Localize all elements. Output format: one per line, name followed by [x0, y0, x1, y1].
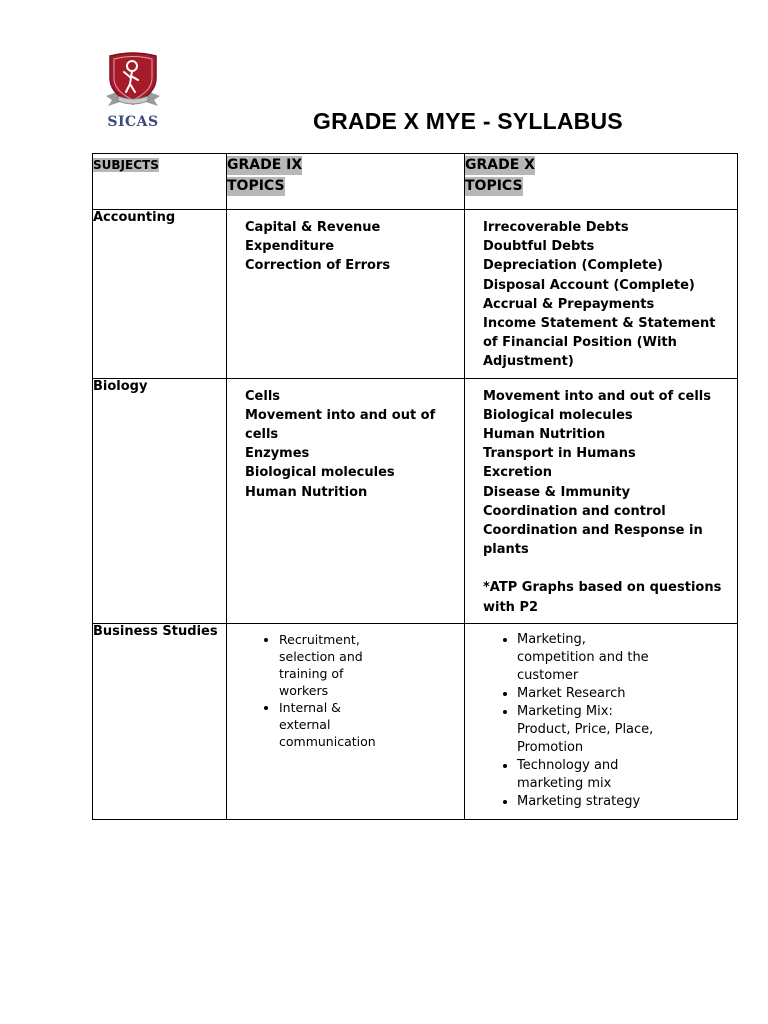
topic-item: Enzymes	[245, 446, 310, 462]
topic-item: Transport in Humans	[483, 446, 636, 462]
topic-item: Depreciation (Complete)	[483, 258, 663, 274]
header-grade-ix: GRADE IX TOPICS	[227, 154, 465, 210]
topic-item: Movement into and out of cells	[483, 388, 711, 404]
topic-item: Disease & Immunity	[483, 484, 631, 500]
table-row-business-studies	[93, 623, 738, 819]
topic-item: Coordination and control	[483, 503, 666, 519]
grade-ix-topics	[227, 210, 465, 379]
shield-icon	[102, 50, 164, 112]
topic-item: Irrecoverable Debts	[483, 220, 629, 235]
logo-text: SICAS	[107, 114, 159, 130]
topic-item: Capital & Revenue Expenditure	[245, 220, 381, 255]
subject-label: Biology	[93, 378, 227, 623]
grade-x-topics	[465, 210, 738, 379]
grade-ix-topics	[227, 378, 465, 623]
page-title: GRADE X MYE - SYLLABUS	[313, 108, 623, 134]
topic-note: *ATP Graphs based on questions with P2	[483, 580, 722, 615]
list-item: • Marketing strategy	[517, 793, 737, 811]
header-subjects: SUBJECTS	[93, 154, 227, 210]
topic-item: Movement into and out of cells	[245, 407, 436, 443]
list-item: • Marketing Mix: Product, Price, Place, Promotion	[517, 703, 737, 757]
header-grade-x: GRADE X TOPICS	[465, 154, 738, 210]
subject-label: Accounting	[93, 210, 227, 379]
grade-ix-topics	[227, 623, 465, 819]
school-logo	[98, 50, 168, 132]
topic-item: Coordination and Response in plants	[483, 523, 703, 558]
syllabus-table	[92, 153, 738, 820]
grade-x-topics	[465, 623, 738, 819]
topic-item: Excretion	[483, 465, 553, 481]
topic-item: Human Nutrition	[245, 484, 368, 500]
topic-item: Accrual & Prepayments	[483, 296, 655, 312]
table-row-biology	[93, 378, 738, 623]
topic-item: Disposal Account (Complete)	[483, 277, 695, 293]
topic-item: Human Nutrition	[483, 427, 606, 443]
topic-item: Correction of Errors	[245, 258, 391, 274]
topic-item: Biological molecules	[245, 465, 395, 481]
list-item: • Market Research	[517, 685, 737, 703]
subject-label: Business Studies	[93, 623, 227, 819]
topic-item: Cells	[245, 388, 281, 404]
list-item: • Internal & external communication	[279, 699, 464, 750]
table-header-row	[93, 154, 738, 210]
list-item: • Recruitment, selection and training of workers	[279, 631, 464, 699]
topic-item: Doubtful Debts	[483, 239, 595, 255]
topic-item: Biological molecules	[483, 407, 633, 423]
grade-x-topics	[465, 378, 738, 623]
list-item: • Technology and marketing mix	[517, 757, 737, 793]
topic-item: Income Statement & Statement of Financial Position (With Adjustment)	[483, 316, 716, 370]
table-row-accounting	[93, 210, 738, 379]
list-item: • Marketing, competition and the customer	[517, 631, 737, 685]
